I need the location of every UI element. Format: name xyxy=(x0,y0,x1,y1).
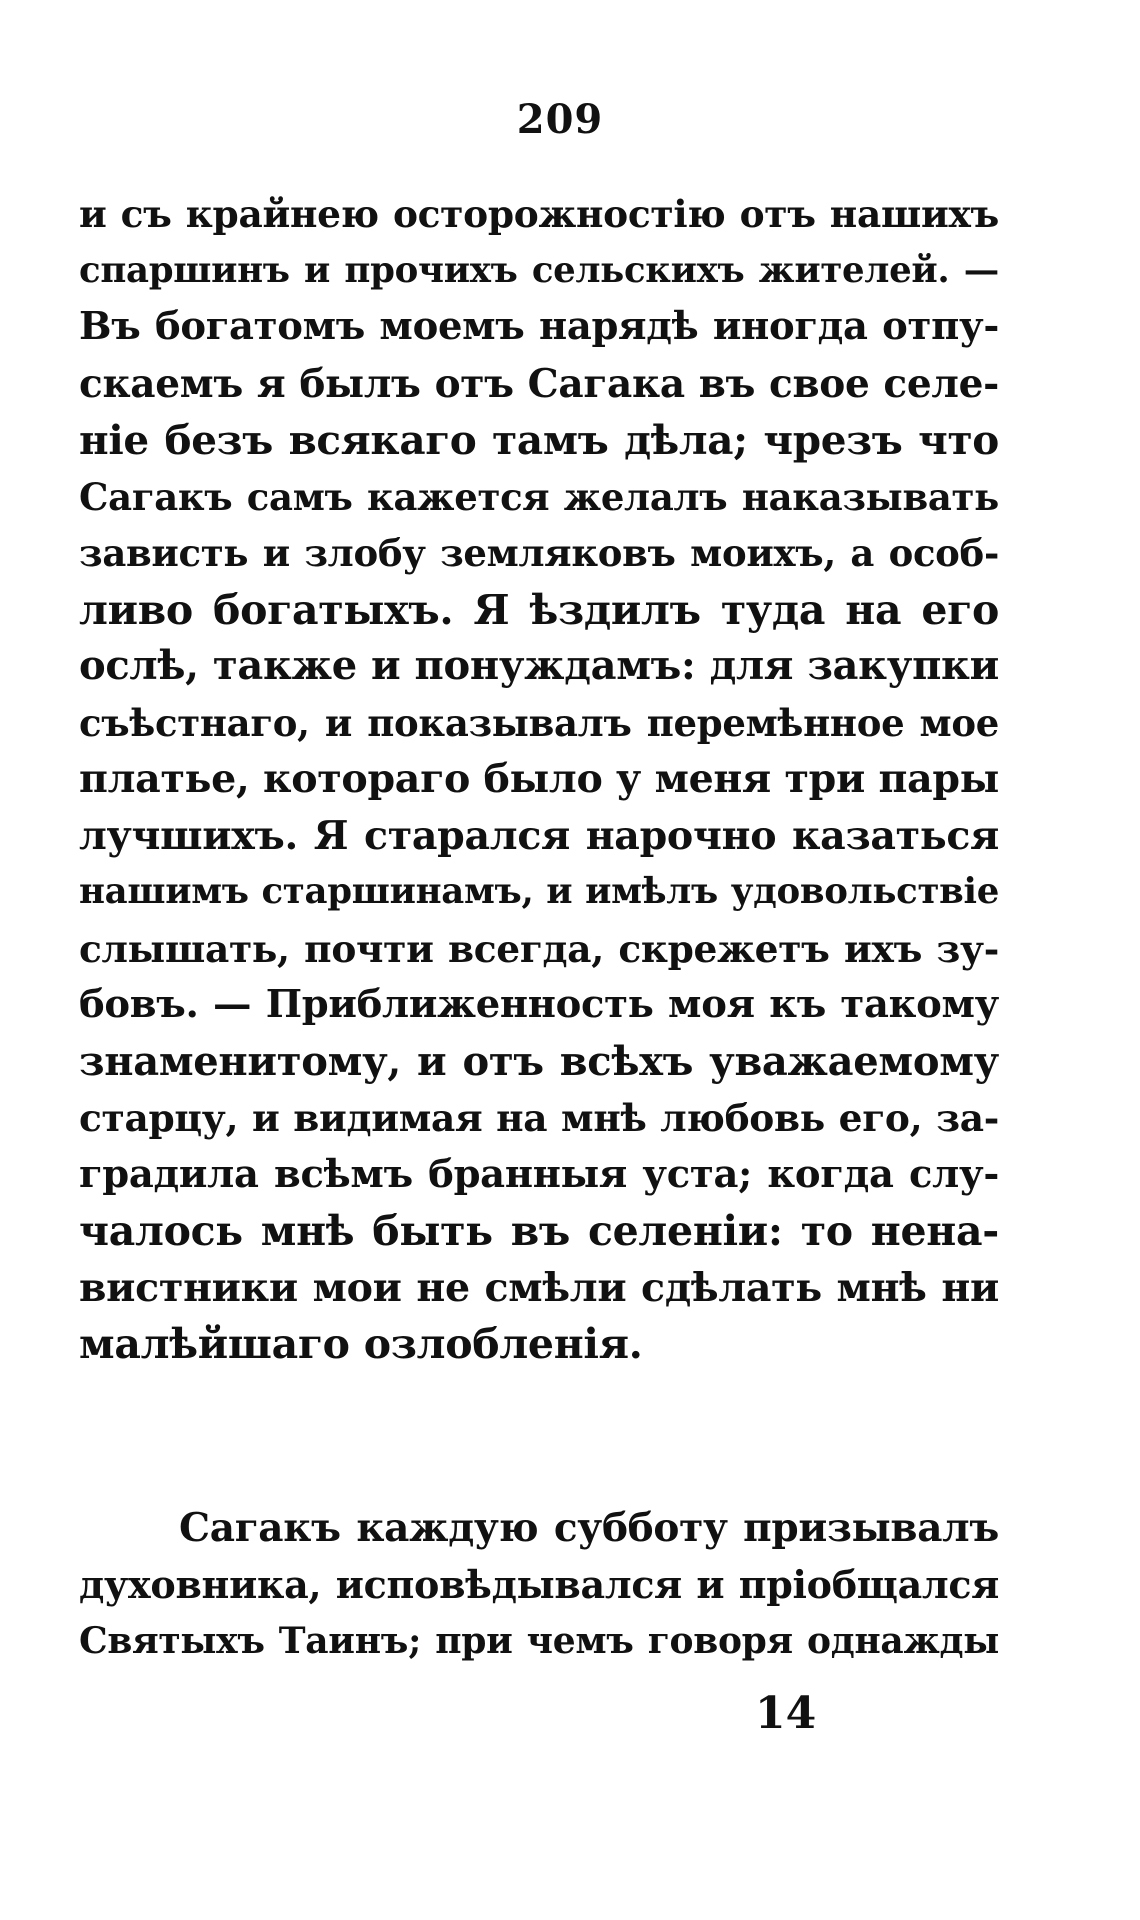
text-line: Сагакъ самъ кажется желалъ наказывать xyxy=(79,474,999,519)
text-line: и съ крайнею осторожностію отъ нашихъ xyxy=(79,192,999,236)
text-line: духовника, исповѣдывался и пріобщался xyxy=(79,1561,999,1607)
text-line: Въ богатомъ моемъ нарядѣ иногда отпу- xyxy=(79,304,999,349)
text-line: чалось мнѣ быть въ селеніи: то нена- xyxy=(79,1207,999,1255)
signature-mark: 14 xyxy=(755,1688,817,1739)
text-line: платье, котораго было у меня три пары xyxy=(79,756,999,802)
text-line: малѣйшаго озлобленія. xyxy=(79,1320,643,1368)
paragraph-1 xyxy=(79,186,999,1373)
text-line: съѣстнаго, и показывалъ перемѣнное мое xyxy=(79,700,999,745)
page-number: 209 xyxy=(516,96,604,143)
text-line: ослѣ, также и понуждамъ: для закупки xyxy=(79,642,999,689)
text-line: старцу, и видимая на мнѣ любовь его, за- xyxy=(79,1096,999,1140)
text-line: Сагакъ каждую субботу призывалъ xyxy=(179,1505,999,1551)
text-line: Святыхъ Таинъ; при чемъ говоря однажды xyxy=(79,1620,999,1662)
text-line: знаменитому, и отъ всѣхъ уважаемому xyxy=(79,1037,999,1085)
paragraph-2 xyxy=(79,1500,999,1670)
text-line: градила всѣмъ бранныя уста; когда слу- xyxy=(79,1151,999,1197)
text-line: зависть и злобу земляковъ моихъ, а особ- xyxy=(79,531,999,575)
text-line: лучшихъ. Я старался нарочно казаться xyxy=(79,812,999,859)
text-line: бовъ. — Приближенность моя къ такому xyxy=(79,982,999,1027)
text-line: скаемъ я былъ отъ Сагака въ свое селе- xyxy=(79,360,999,407)
text-line: ніе безъ всякаго тамъ дѣла; чрезъ что xyxy=(79,416,999,464)
text-line: ливо богатыхъ. Я ѣздилъ туда на его xyxy=(79,585,999,634)
text-line: спаршинъ и прочихъ сельскихъ жителей. — xyxy=(79,249,999,291)
text-line: слышать, почти всегда, скрежетъ ихъ зу- xyxy=(79,926,999,971)
text-line: вистники мои не смѣли сдѣлать мнѣ ни xyxy=(79,1264,999,1311)
text-line: нашимъ старшинамъ, и имѣлъ удовольствіе xyxy=(79,871,999,912)
